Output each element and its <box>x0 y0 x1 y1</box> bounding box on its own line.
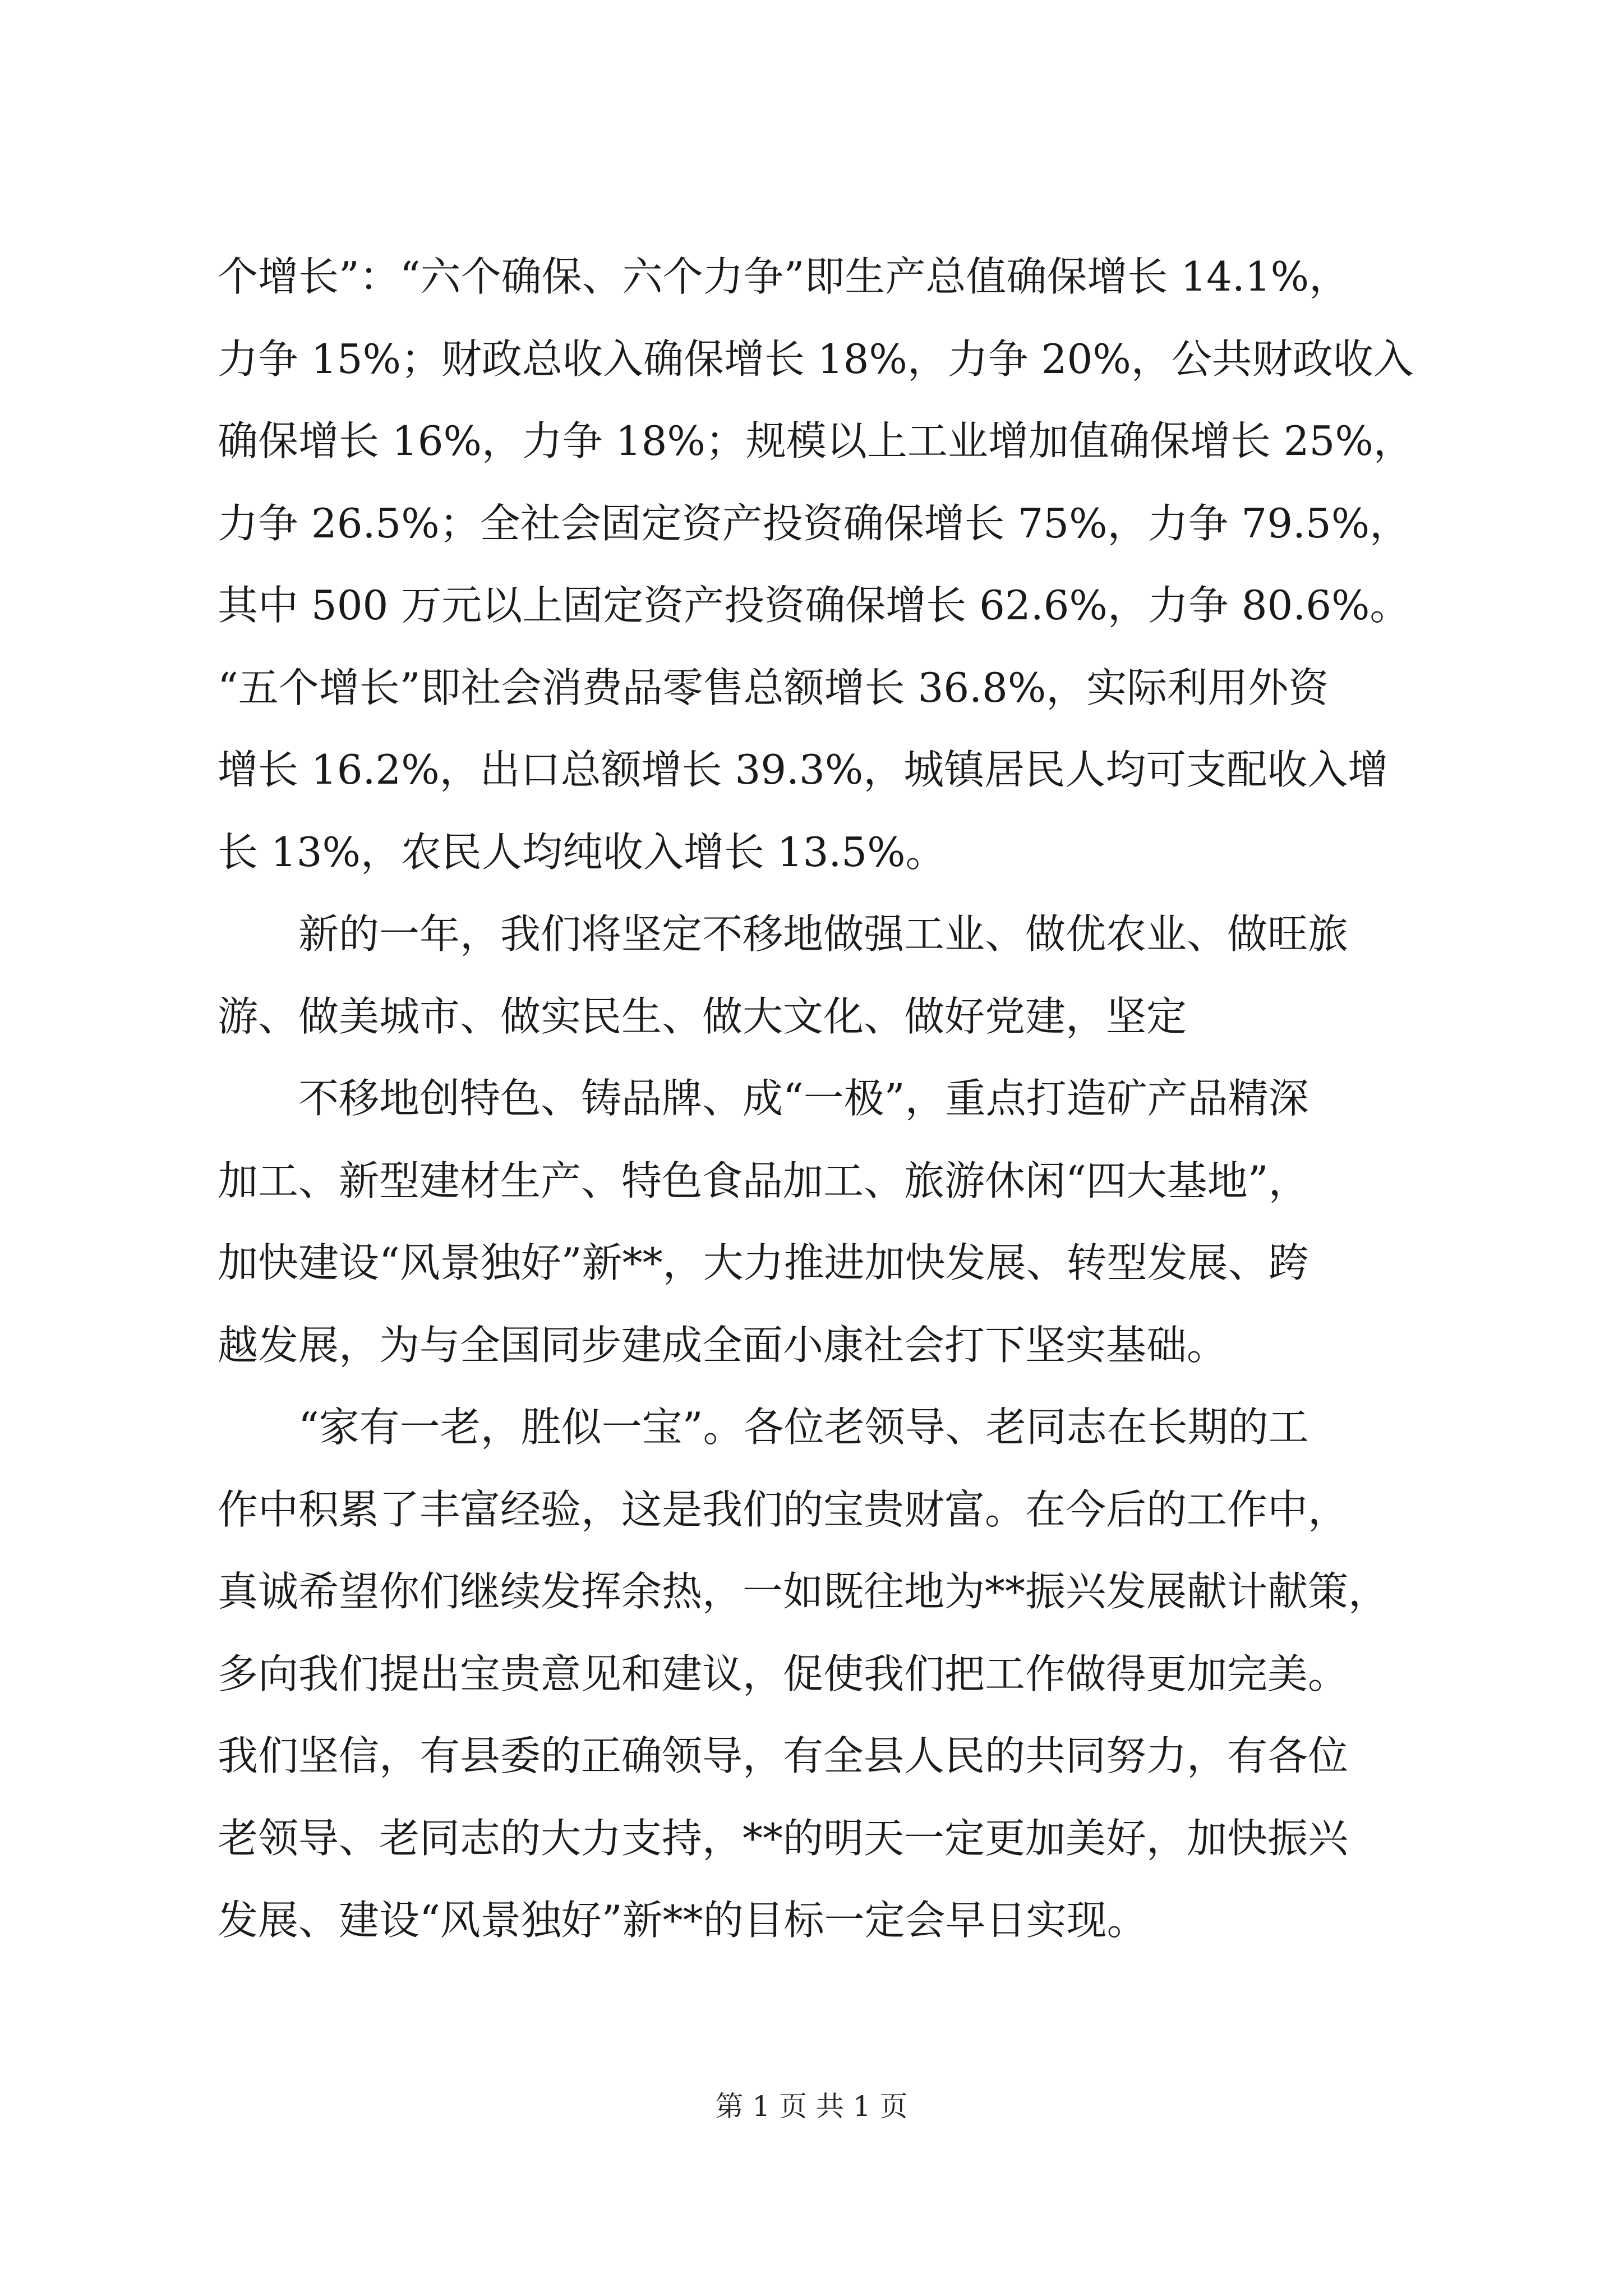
text-line: 发展、建设“风景独好”新**的目标一定会早日实现。 <box>218 1897 1147 1944</box>
text-line: 个增长”：“六个确保、六个力争”即生产总值确保增长 14.1%， <box>218 253 1350 300</box>
page-footer: 第 1 页 共 1 页 <box>715 2090 908 2123</box>
paragraph-start-line: 新的一年，我们将坚定不移地做强工业、做优农业、做旺旅 <box>298 910 1349 958</box>
text-line: 长 13%，农民人均纯收入增长 13.5%。 <box>218 828 946 876</box>
text-line: 加工、新型建材生产、特色食品加工、旅游休闲“四大基地”， <box>218 1157 1309 1204</box>
text-line: 加快建设“风景独好”新**，大力推进加快发展、转型发展、跨 <box>218 1239 1309 1286</box>
text-line: 真诚希望你们继续发挥余热，一如既往地为**振兴发展献计献策， <box>218 1568 1389 1615</box>
paragraph-start-line: “家有一老，胜似一宝”。各位老领导、老同志在长期的工 <box>298 1404 1309 1451</box>
text-line: “五个增长”即社会消费品零售总额增长 36.8%，实际利用外资 <box>218 664 1329 711</box>
body-text <box>218 236 1435 1962</box>
text-line: 我们坚信，有县委的正确领导，有全县人民的共同努力，有各位 <box>218 1732 1349 1779</box>
text-line: 老领导、老同志的大力支持，**的明天一定更加美好，加快振兴 <box>218 1814 1349 1862</box>
text-line: 增长 16.2%，出口总额增长 39.3%，城镇居民人均可支配收入增 <box>218 746 1389 793</box>
text-line: 确保增长 16%，力争 18%；规模以上工业增加值确保增长 25%， <box>218 417 1414 464</box>
text-line: 力争 26.5%；全社会固定资产投资确保增长 75%，力争 79.5%， <box>218 499 1410 547</box>
text-line: 作中积累了丰富经验，这是我们的宝贵财富。在今后的工作中， <box>218 1485 1349 1533</box>
paragraph-start-line: 不移地创特色、铸品牌、成“一极”，重点打造矿产品精深 <box>298 1075 1309 1122</box>
text-line: 越发展，为与全国同步建成全面小康社会打下坚实基础。 <box>218 1321 1228 1369</box>
text-line: 多向我们提出宝贵意见和建议，促使我们把工作做得更加完美。 <box>218 1650 1349 1697</box>
text-line: 力争 15%；财政总收入确保增长 18%，力争 20%，公共财政收入 <box>218 335 1414 383</box>
text-line: 游、做美城市、做实民生、做大文化、做好党建，坚定 <box>218 992 1187 1040</box>
text-line: 其中 500 万元以上固定资产投资确保增长 62.6%，力争 80.6%。 <box>218 582 1410 629</box>
